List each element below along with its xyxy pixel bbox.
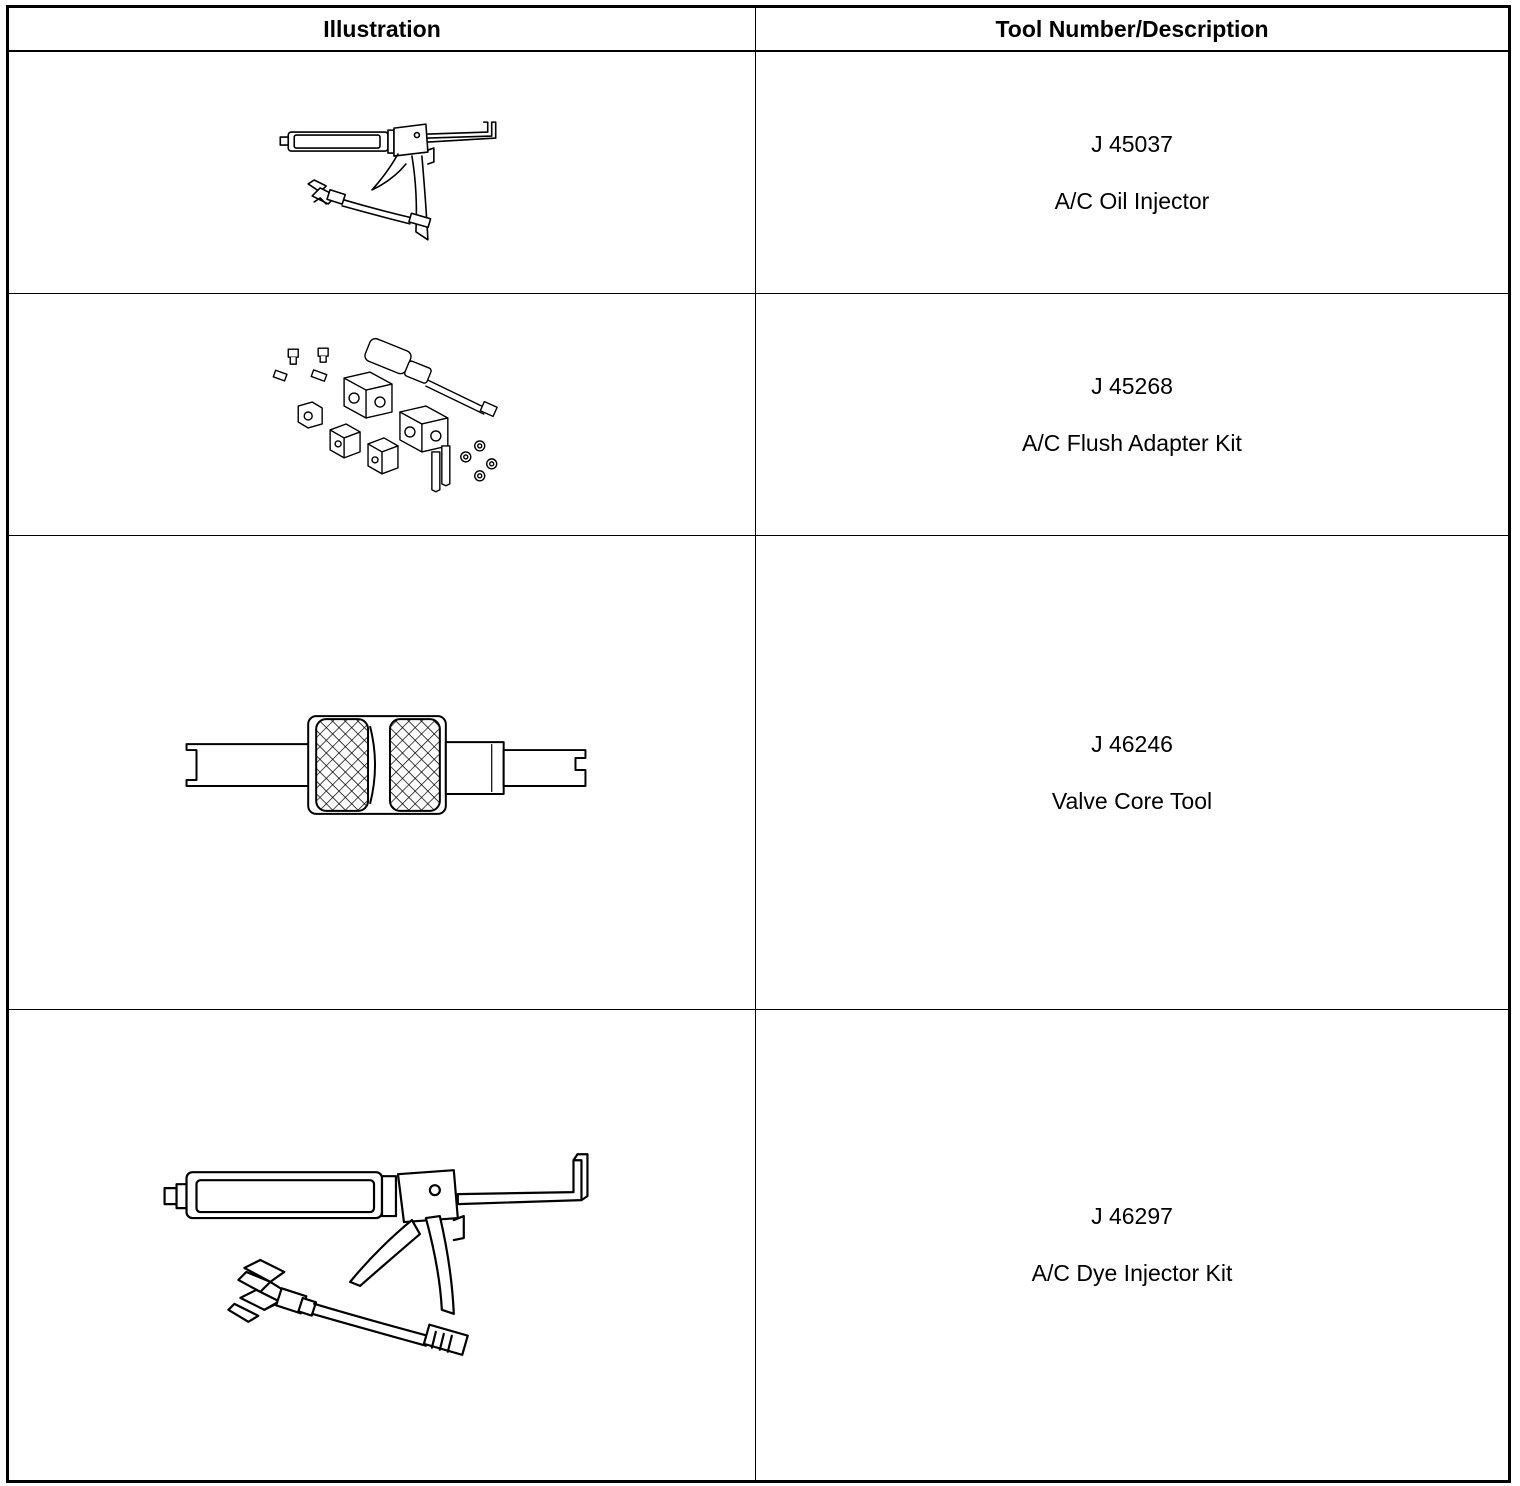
illustration-cell [8,536,756,1010]
tool-description: A/C Flush Adapter Kit [1022,429,1242,456]
tool-number: J 46246 [1091,730,1173,757]
flush-adapter-kit-icon [9,294,755,535]
tool-number: J 46297 [1091,1203,1173,1229]
illustration-cell [8,51,756,294]
tool-table [6,5,1511,1483]
tool-description: A/C Dye Injector Kit [1031,1260,1233,1286]
tool-description: Valve Core Tool [1051,787,1213,814]
table-row [8,294,1510,536]
table-row [8,51,1510,294]
header-illustration: Illustration [8,7,756,52]
table-row [8,1010,1510,1482]
dye-injector-kit-icon [9,1010,755,1480]
tool-number: J 45268 [1091,372,1173,399]
table-row [8,536,1510,1010]
illustration-cell [8,1010,756,1482]
description-cell [756,51,1510,294]
tool-number: J 45037 [1091,130,1173,157]
illustration-cell [8,294,756,536]
description-cell [756,294,1510,536]
tool-description: A/C Oil Injector [1054,187,1210,214]
oil-injector-icon [9,52,755,293]
description-cell [756,1010,1510,1482]
valve-core-tool-icon [9,536,755,1009]
header-row [8,7,1510,52]
header-tool-description: Tool Number/Description [756,7,1510,52]
description-cell [756,536,1510,1010]
